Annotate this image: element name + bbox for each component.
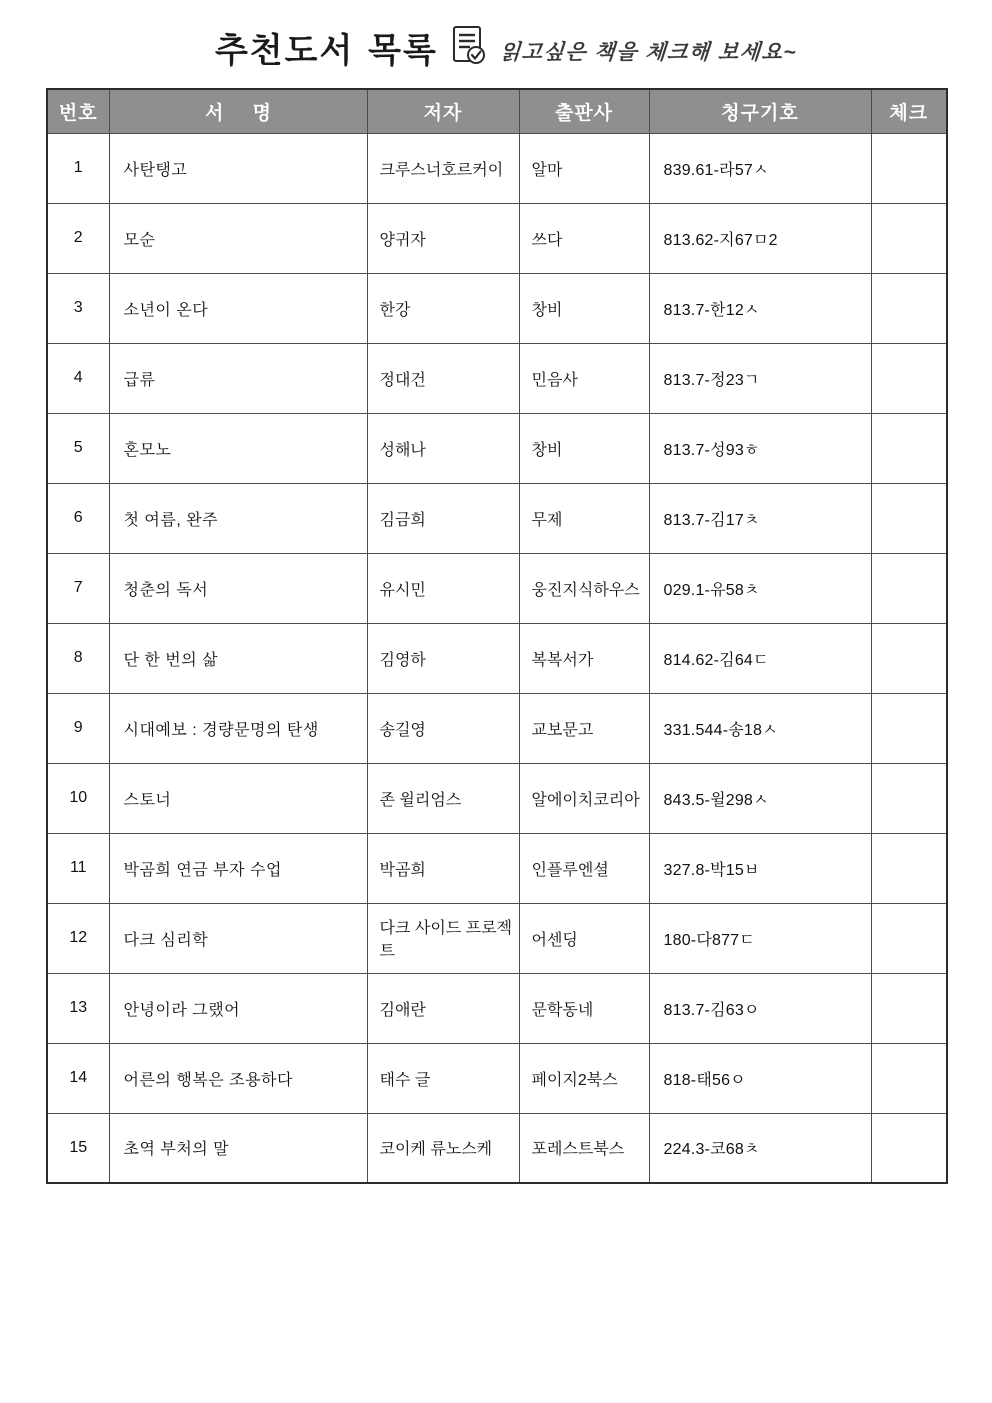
cell-check[interactable] bbox=[871, 903, 947, 973]
cell-call: 331.544-송18ㅅ bbox=[649, 693, 871, 763]
cell-author: 성해나 bbox=[367, 413, 519, 483]
cell-check[interactable] bbox=[871, 483, 947, 553]
table-row bbox=[47, 273, 947, 343]
cell-call: 029.1-유58ㅊ bbox=[649, 553, 871, 623]
cell-call: 813.62-지67ㅁ2 bbox=[649, 203, 871, 273]
cell-author: 양귀자 bbox=[367, 203, 519, 273]
table-row bbox=[47, 133, 947, 203]
table-row bbox=[47, 343, 947, 413]
cell-check[interactable] bbox=[871, 973, 947, 1043]
cell-title: 모순 bbox=[109, 203, 367, 273]
cell-author: 코이케 류노스케 bbox=[367, 1113, 519, 1183]
cell-check[interactable] bbox=[871, 413, 947, 483]
booklist-table-wrapper bbox=[0, 88, 992, 1184]
cell-call: 813.7-한12ㅅ bbox=[649, 273, 871, 343]
cell-check[interactable] bbox=[871, 1043, 947, 1113]
table-row bbox=[47, 1113, 947, 1183]
col-header-publisher: 출판사 bbox=[519, 89, 649, 133]
cell-title: 다크 심리학 bbox=[109, 903, 367, 973]
cell-author: 태수 글 bbox=[367, 1043, 519, 1113]
cell-no: 13 bbox=[47, 973, 109, 1043]
cell-author: 김금희 bbox=[367, 483, 519, 553]
cell-no: 4 bbox=[47, 343, 109, 413]
cell-call: 814.62-김64ㄷ bbox=[649, 623, 871, 693]
cell-check[interactable] bbox=[871, 763, 947, 833]
cell-title: 안녕이라 그랬어 bbox=[109, 973, 367, 1043]
cell-publisher: 민음사 bbox=[519, 343, 649, 413]
cell-author: 송길영 bbox=[367, 693, 519, 763]
cell-title: 혼모노 bbox=[109, 413, 367, 483]
document-check-icon bbox=[452, 26, 486, 66]
cell-no: 12 bbox=[47, 903, 109, 973]
cell-publisher: 무제 bbox=[519, 483, 649, 553]
cell-author: 유시민 bbox=[367, 553, 519, 623]
booklist-table bbox=[46, 88, 948, 1184]
cell-title: 시대예보 : 경량문명의 탄생 bbox=[109, 693, 367, 763]
cell-publisher: 교보문고 bbox=[519, 693, 649, 763]
cell-author: 한강 bbox=[367, 273, 519, 343]
cell-check[interactable] bbox=[871, 833, 947, 903]
cell-no: 6 bbox=[47, 483, 109, 553]
cell-call: 224.3-코68ㅊ bbox=[649, 1113, 871, 1183]
cell-publisher: 어센딩 bbox=[519, 903, 649, 973]
table-row bbox=[47, 903, 947, 973]
cell-title: 급류 bbox=[109, 343, 367, 413]
cell-call: 813.7-김17ㅊ bbox=[649, 483, 871, 553]
cell-check[interactable] bbox=[871, 343, 947, 413]
cell-no: 9 bbox=[47, 693, 109, 763]
table-row bbox=[47, 483, 947, 553]
cell-call: 813.7-김63ㅇ bbox=[649, 973, 871, 1043]
col-header-call: 청구기호 bbox=[649, 89, 871, 133]
cell-publisher: 문학동네 bbox=[519, 973, 649, 1043]
cell-check[interactable] bbox=[871, 553, 947, 623]
table-header-row bbox=[47, 89, 947, 133]
page-title: 추천도서 목록 bbox=[214, 31, 438, 71]
cell-no: 3 bbox=[47, 273, 109, 343]
cell-publisher: 포레스트북스 bbox=[519, 1113, 649, 1183]
table-row bbox=[47, 553, 947, 623]
cell-call: 813.7-정23ㄱ bbox=[649, 343, 871, 413]
cell-publisher: 웅진지식하우스 bbox=[519, 553, 649, 623]
cell-no: 5 bbox=[47, 413, 109, 483]
table-row bbox=[47, 1043, 947, 1113]
cell-title: 소년이 온다 bbox=[109, 273, 367, 343]
cell-no: 7 bbox=[47, 553, 109, 623]
cell-no: 2 bbox=[47, 203, 109, 273]
cell-author: 크루스너호르커이 bbox=[367, 133, 519, 203]
table-row bbox=[47, 203, 947, 273]
cell-call: 839.61-라57ㅅ bbox=[649, 133, 871, 203]
cell-title: 청춘의 독서 bbox=[109, 553, 367, 623]
cell-no: 14 bbox=[47, 1043, 109, 1113]
cell-no: 1 bbox=[47, 133, 109, 203]
cell-author: 존 윌리엄스 bbox=[367, 763, 519, 833]
cell-author: 박곰희 bbox=[367, 833, 519, 903]
cell-call: 843.5-윌298ㅅ bbox=[649, 763, 871, 833]
cell-publisher: 페이지2북스 bbox=[519, 1043, 649, 1113]
table-row bbox=[47, 413, 947, 483]
cell-no: 8 bbox=[47, 623, 109, 693]
cell-check[interactable] bbox=[871, 273, 947, 343]
table-row bbox=[47, 623, 947, 693]
table-row bbox=[47, 973, 947, 1043]
cell-title: 사탄탱고 bbox=[109, 133, 367, 203]
cell-publisher: 알마 bbox=[519, 133, 649, 203]
cell-title: 초역 부처의 말 bbox=[109, 1113, 367, 1183]
cell-author: 김영하 bbox=[367, 623, 519, 693]
cell-call: 813.7-성93ㅎ bbox=[649, 413, 871, 483]
cell-title: 어른의 행복은 조용하다 bbox=[109, 1043, 367, 1113]
cell-call: 180-다877ㄷ bbox=[649, 903, 871, 973]
table-row bbox=[47, 693, 947, 763]
cell-no: 11 bbox=[47, 833, 109, 903]
cell-call: 818-태56ㅇ bbox=[649, 1043, 871, 1113]
col-header-title: 서 명 bbox=[109, 89, 367, 133]
cell-publisher: 쓰다 bbox=[519, 203, 649, 273]
cell-publisher: 복복서가 bbox=[519, 623, 649, 693]
cell-author: 정대건 bbox=[367, 343, 519, 413]
col-header-author: 저자 bbox=[367, 89, 519, 133]
cell-author: 김애란 bbox=[367, 973, 519, 1043]
col-header-no: 번호 bbox=[47, 89, 109, 133]
table-row bbox=[47, 833, 947, 903]
document-header bbox=[0, 0, 992, 88]
cell-title: 단 한 번의 삶 bbox=[109, 623, 367, 693]
cell-check[interactable] bbox=[871, 203, 947, 273]
cell-title: 박곰희 연금 부자 수업 bbox=[109, 833, 367, 903]
cell-title: 스토너 bbox=[109, 763, 367, 833]
cell-publisher: 창비 bbox=[519, 413, 649, 483]
table-body bbox=[47, 133, 947, 1183]
cell-call: 327.8-박15ㅂ bbox=[649, 833, 871, 903]
cell-check[interactable] bbox=[871, 693, 947, 763]
cell-author: 다크 사이드 프로젝트 bbox=[367, 903, 519, 973]
cell-publisher: 인플루엔셜 bbox=[519, 833, 649, 903]
col-header-check: 체크 bbox=[871, 89, 947, 133]
cell-title: 첫 여름, 완주 bbox=[109, 483, 367, 553]
cell-check[interactable] bbox=[871, 1113, 947, 1183]
cell-check[interactable] bbox=[871, 133, 947, 203]
table-row bbox=[47, 763, 947, 833]
cell-no: 10 bbox=[47, 763, 109, 833]
cell-check[interactable] bbox=[871, 623, 947, 693]
cell-no: 15 bbox=[47, 1113, 109, 1183]
cell-publisher: 알에이치코리아 bbox=[519, 763, 649, 833]
cell-publisher: 창비 bbox=[519, 273, 649, 343]
header-subtitle: 읽고싶은 책을 체크해 보세요~ bbox=[498, 41, 798, 64]
